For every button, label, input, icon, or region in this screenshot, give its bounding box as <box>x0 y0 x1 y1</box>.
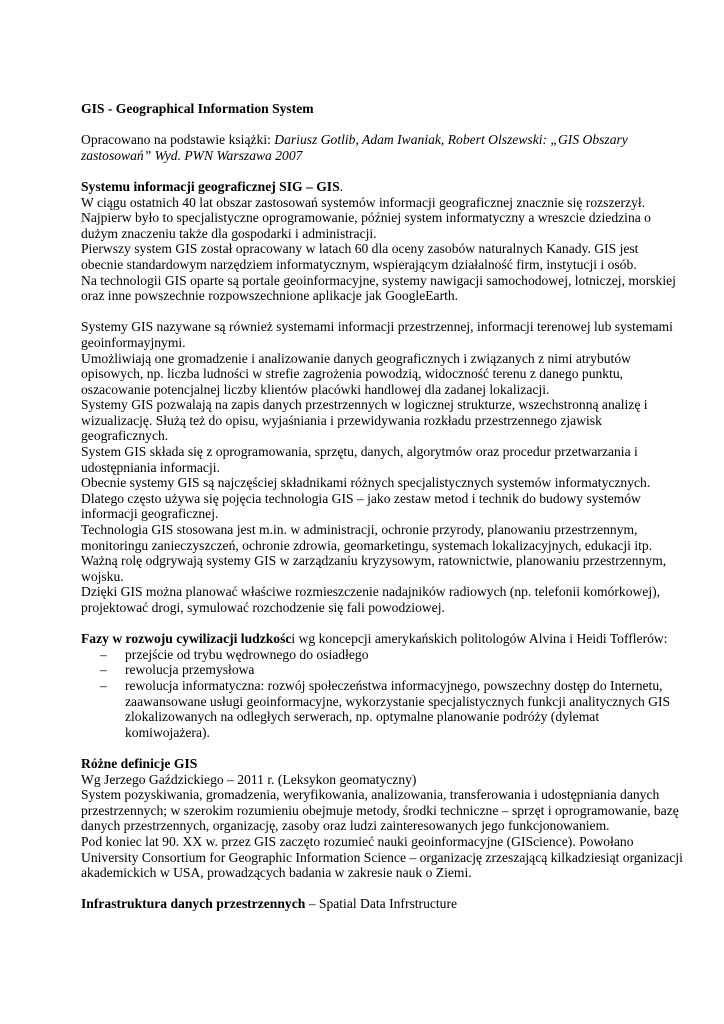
section3-heading <box>81 631 684 647</box>
source-prefix: Opracowano na podstawie książki: <box>81 132 275 148</box>
source-book: Dariusz Gotlib, Adam Iwaniak, Robert Olszewski: „GIS Obszary zastosowań” Wyd. PWN Warszawa 2007 <box>81 132 628 163</box>
section2-line: Systemy GIS nazywane są również systemami informacji przestrzennej, informacji terenowej lub systemami geoinformayjnymi. <box>81 319 673 350</box>
section5-heading <box>81 896 684 912</box>
spacer <box>81 881 684 897</box>
section2-line: System GIS składa się z oprogramowania, sprzętu, danych, algorytmów oraz procedur przetwarzania i udostępniania informacji. <box>81 444 638 475</box>
phases-list <box>81 647 684 741</box>
list-item-text: przejście od trybu wędrownego do osiadłego <box>125 646 369 662</box>
section3-heading-tail: i wg koncepcji amerykańskich politologów Alvina i Heidi Tofflerów: <box>291 631 668 647</box>
section4-line: Pod koniec lat 90. XX w. przez GIS zaczęto rozumieć nauki geoinformacyjne (GIScience). Powołano University Consortium for Geographic Information Science – organizację zrzeszającą kilkadziesiąt organizacji akademickich w USA, prowadzących badania w zakresie nauk o Ziemi. <box>81 833 683 881</box>
list-item-text: rewolucja informatyczna: rozwój społeczeństwa informacyjnego, powszechny dostęp do Internetu, zaawansowane usługi geoinformacyjne, wykorzystanie specjalistycznych funkcji analitycznych GIS zlokalizowanych na odległych serwerach, np. optymalne planowanie podróży (dylemat komiwojażera). <box>125 677 671 740</box>
section4-line: Wg Jerzego Gaździckiego – 2011 r. (Leksykon geomatyczny) <box>81 771 417 787</box>
section2-line: Technologia GIS stosowana jest m.in. w administracji, ochronie przyrody, planowaniu przestrzennym, monitoringu zanieczyszczeń, ochronie zdrowia, geomarketingu, systemach lokalizacyjnych, edukacji itp. Ważną rolę odgrywają systemy GIS w zarządzaniu kryzysowym, ratownictwie, planowaniu przestrzennym, wojsku. <box>81 522 667 584</box>
section1-line: Najpierw było to specjalistyczne oprogramowanie, później system informatyczny a wreszcie dziedzina o dużym znaczeniu także dla gospodarki i administracji. <box>81 210 651 241</box>
section1-heading-bold: Systemu informacji geograficznej SIG – GIS <box>81 178 340 194</box>
section2-line: Systemy GIS pozwalają na zapis danych przestrzennych w logicznej strukturze, wszechstronną analizę i wizualizację. Służą też do opisu, wyjaśniania i przewidywania rozkładu przestrzennego zjawisk geograficznych. <box>81 397 648 444</box>
section2-line: Dzięki GIS można planować właściwe rozmieszczenie nadajników radiowych (np. telefonii komórkowej), projektować drogi, symulować rozchodzenie się fali powodziowej. <box>81 584 661 615</box>
section1-line: W ciągu ostatnich 40 lat obszar zastosowań systemów informacji geograficznej znacznie się rozszerzył. <box>81 194 646 210</box>
spacer <box>81 163 684 179</box>
section3-heading-bold: Fazy w rozwoju cywilizacji ludzkośc <box>81 631 292 647</box>
section2-line: Obecnie systemy GIS są najczęściej składnikami różnych specjalistycznych systemów informatycznych. Dlatego często używa się pojęcia technologia GIS – jako zestaw metod i technik do budowy systemów informacji geograficznej. <box>81 475 651 522</box>
dash-bullet: – <box>100 646 107 662</box>
document-title: GIS - Geographical Information System <box>81 101 314 116</box>
section1-heading-tail: . <box>339 178 344 194</box>
spacer <box>81 304 684 320</box>
section5-heading-tail: – Spatial Data Infrstructure <box>305 896 458 912</box>
list-item-text: rewolucja przemysłowa <box>125 662 255 678</box>
section1-line: Na technologii GIS oparte są portale geoinformacyjne, systemy nawigacji samochodowej, lotniczej, morskiej oraz inne powszechnie rozpowszechnione aplikacje jak GoogleEarth. <box>81 272 676 304</box>
spacer <box>81 616 684 632</box>
dash-bullet: – <box>100 677 107 693</box>
spacer <box>81 740 684 756</box>
section1-line: Pierwszy system GIS został opracowany w latach 60 dla oceny zasobów naturalnych Kanady. GIS jest obecnie standardowym narzędziem informatycznym, wspierającym działalność firm, instytucji i osób. <box>81 241 639 272</box>
section4-line: System pozyskiwania, gromadzenia, weryfikowania, analizowania, transferowania i udostępniania danych przestrzennych; w szerokim rozumieniu obejmuje metody, środki techniczne – sprzęt i oprogramowanie, bazę danych przestrzennych, organizację, zasoby oraz ludzi zainteresowanych jego funkcjonowaniem. <box>81 787 679 834</box>
list-item <box>81 662 684 678</box>
list-item <box>81 647 684 663</box>
list-item <box>81 678 684 740</box>
spacer <box>81 117 684 133</box>
section2-line: Umożliwiają one gromadzenie i analizowanie danych geograficznych i związanych z nimi atrybutów opisowych, np. liczba ludności w strefie zagrożenia powodzią, widoczność terenu z danego punktu, oszacowanie potencjalnej liczby klientów placówki handlowej dla zadanej lokalizacji. <box>81 350 631 397</box>
dash-bullet: – <box>100 662 107 678</box>
section4-heading: Różne definicje GIS <box>81 755 198 771</box>
source-citation <box>81 132 684 163</box>
section5-heading-bold: Infrastruktura danych przestrzennych <box>81 896 306 912</box>
section1-heading <box>81 179 684 195</box>
